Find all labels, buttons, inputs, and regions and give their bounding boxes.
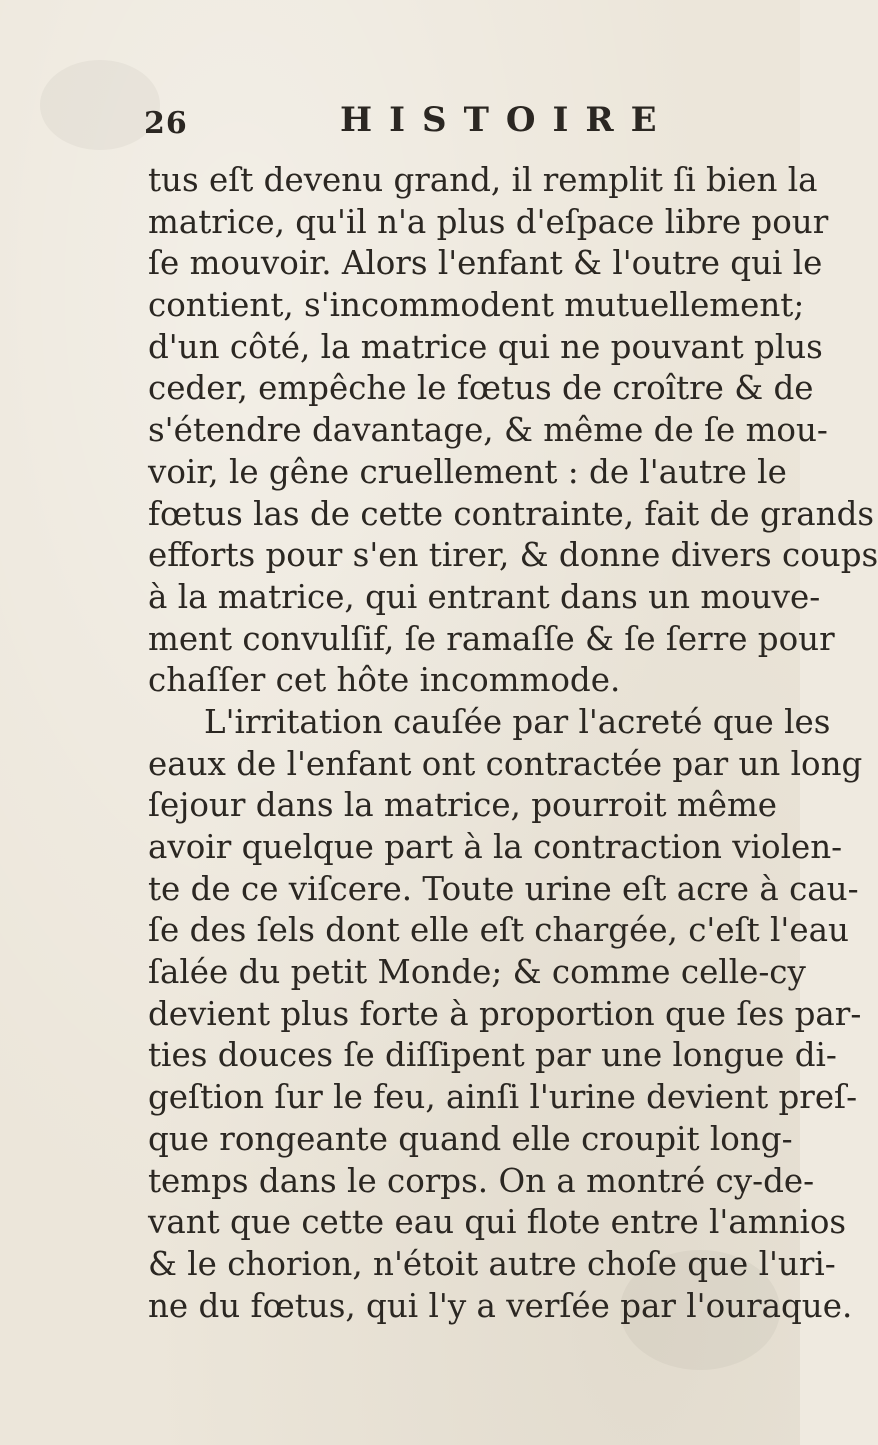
text-line: ſejour dans la matrice, pourroit même — [148, 786, 778, 825]
text-line: vant que cette eau qui flote entre l'amnios — [148, 1203, 847, 1242]
text-line: ſe des ſels dont elle eſt chargée, c'eſt l'eau — [148, 911, 849, 950]
text-line: à la matrice, qui entrant dans un mouve- — [148, 577, 821, 616]
text-line: ties douces ſe diſſipent par une longue di- — [148, 1036, 837, 1075]
text-line: devient plus forte à proportion que ſes par- — [148, 994, 862, 1033]
text-line: ne du fœtus, qui l'y a verſée par l'ouraque. — [148, 1286, 853, 1325]
text-line: que rongeante quand elle croupit long- — [148, 1119, 793, 1158]
text-line: contient, s'incommodent mutuellement; — [148, 286, 805, 325]
text-line: ceder, empêche le fœtus de croître & de — [148, 369, 814, 408]
text-line: voir, le gêne cruellement : de l'autre le — [148, 452, 787, 491]
text-line: ſalée du petit Monde; & comme celle-cy — [148, 953, 806, 992]
body-text — [148, 160, 878, 1327]
text-line: chaſſer cet hôte incommode. — [148, 661, 621, 700]
running-head — [140, 100, 700, 150]
text-line: matrice, qu'il n'a plus d'eſpace libre pour — [148, 202, 829, 241]
running-title: HISTOIRE — [340, 100, 674, 140]
text-line: temps dans le corps. On a montré cy-de- — [148, 1161, 815, 1200]
text-line: ſe mouvoir. Alors l'enfant & l'outre qui le — [148, 244, 823, 283]
text-line: te de ce viſcere. Toute urine eſt acre à cau- — [148, 869, 859, 908]
text-line: efforts pour s'en tirer, & donne divers coups — [148, 536, 878, 575]
page-number: 26 — [144, 106, 188, 141]
text-line: geſtion ſur le feu, ainſi l'urine devient preſ- — [148, 1078, 858, 1117]
text-line: d'un côté, la matrice qui ne pouvant plus — [148, 327, 823, 366]
text-line: avoir quelque part à la contraction violen- — [148, 828, 843, 866]
text-line: fœtus las de cette contrainte, fait de grands — [148, 494, 875, 533]
paragraph-start-line: L'irritation cauſée par l'acreté que les — [204, 702, 831, 741]
text-line: s'étendre davantage, & même de ſe mou- — [148, 411, 828, 450]
text-line: ment convulſif, ſe ramaſſe & ſe ſerre pour — [148, 619, 835, 658]
text-line: tus eſt devenu grand, il remplit ſi bien la — [148, 161, 818, 199]
text-line: & le chorion, n'étoit autre choſe que l'uri- — [148, 1244, 836, 1283]
text-line: eaux de l'enfant ont contractée par un long — [148, 744, 863, 783]
